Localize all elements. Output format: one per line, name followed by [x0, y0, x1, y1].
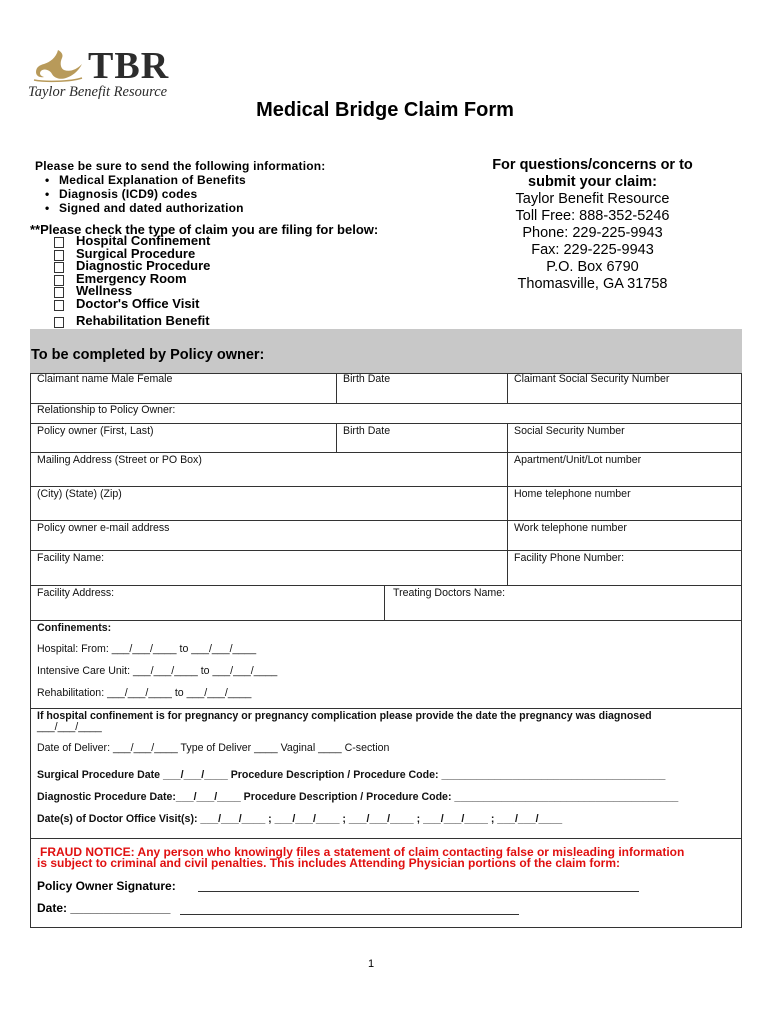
checkbox[interactable]: [54, 300, 64, 311]
icu-dates-field[interactable]: Intensive Care Unit: ___/___/____ to ___/___/____: [37, 665, 278, 677]
signature-label: Policy Owner Signature:: [37, 879, 176, 893]
diagnostic-procedure-field[interactable]: Diagnostic Procedure Date:___/___/____ Procedure Description / Procedure Code: ______________________________________: [37, 791, 679, 803]
pregnancy-date-field[interactable]: ___/___/____: [37, 721, 102, 733]
claim-type-hospital[interactable]: Hospital Confinement: [54, 235, 210, 248]
surgical-procedure-field[interactable]: Surgical Procedure Date ___/___/____ Procedure Description / Procedure Code: ______________________________________: [37, 769, 666, 781]
signature-line[interactable]: [198, 891, 639, 892]
checkbox[interactable]: [54, 287, 64, 298]
company-logo: [28, 44, 203, 104]
claim-type-heading: **Please check the type of claim you are filing for below:: [30, 222, 379, 237]
facility-name-field[interactable]: Facility Name:: [37, 552, 105, 564]
contact-block: [470, 157, 715, 293]
contact-company: Taylor Benefit Resource: [515, 191, 670, 207]
hospital-dates-field[interactable]: Hospital: From: ___/___/____ to ___/___/____: [37, 643, 257, 655]
claimant-ssn-field[interactable]: Claimant Social Security Number: [514, 373, 670, 385]
relationship-field[interactable]: Relationship to Policy Owner:: [37, 404, 176, 416]
page-number: 1: [368, 958, 375, 970]
contact-line2: submit your claim:: [528, 174, 657, 190]
policy-owner-field[interactable]: Policy owner (First, Last): [37, 425, 154, 437]
owner-birth-date-field[interactable]: Birth Date: [343, 425, 391, 437]
claimant-name-field[interactable]: Claimant name Male Female: [37, 373, 173, 385]
work-phone-field[interactable]: Work telephone number: [514, 522, 627, 534]
date-label[interactable]: Date: _______________: [37, 901, 171, 915]
apartment-field[interactable]: Apartment/Unit/Lot number: [514, 454, 642, 466]
rehab-dates-field[interactable]: Rehabilitation: ___/___/____ to ___/___/____: [37, 687, 252, 699]
checkbox[interactable]: [54, 317, 64, 328]
checkbox[interactable]: [54, 250, 64, 261]
confinements-heading: Confinements:: [37, 622, 112, 634]
doctor-visits-field[interactable]: Date(s) of Doctor Office Visit(s): ___/___/____ ; ___/___/____ ; ___/___/____ ; ___/___/____ ; ___/___/____: [37, 813, 563, 825]
ssn-field[interactable]: Social Security Number: [514, 425, 625, 437]
section-header: [30, 329, 742, 373]
contact-city: Thomasville, GA 31758: [517, 276, 668, 292]
delivery-field[interactable]: Date of Deliver: ___/___/____ Type of Deliver ____ Vaginal ____ C-section: [37, 742, 390, 754]
city-state-zip-field[interactable]: (City) (State) (Zip): [37, 488, 122, 500]
instruction-item: • Diagnosis (ICD9) codes: [35, 187, 246, 201]
fraud-notice-line2: is subject to criminal and civil penalties. This includes Attending Physician portions of the claim form:: [37, 856, 620, 870]
date-line[interactable]: [180, 914, 519, 915]
mailing-address-field[interactable]: Mailing Address (Street or PO Box): [37, 454, 202, 466]
instructions-list: [35, 173, 246, 215]
claim-type-list: [54, 235, 210, 327]
claim-type-rehab[interactable]: Rehabilitation Benefit: [54, 315, 210, 328]
claim-type-emergency[interactable]: Emergency Room: [54, 273, 210, 286]
birth-date-field[interactable]: Birth Date: [343, 373, 391, 385]
claim-type-diagnostic[interactable]: Diagnostic Procedure: [54, 260, 210, 273]
treating-doctors-field[interactable]: Treating Doctors Name:: [393, 587, 506, 599]
contact-toll-free: Toll Free: 888-352-5246: [515, 208, 670, 224]
email-field[interactable]: Policy owner e-mail address: [37, 522, 170, 534]
page-title: Medical Bridge Claim Form: [256, 99, 514, 121]
logo-subtitle: Taylor Benefit Resource: [28, 84, 168, 100]
facility-address-field[interactable]: Facility Address:: [37, 587, 115, 599]
checkbox[interactable]: [54, 237, 64, 248]
logo-emblem-icon: [30, 48, 86, 84]
home-phone-field[interactable]: Home telephone number: [514, 488, 631, 500]
logo-brand: TBR: [88, 45, 170, 87]
contact-line1: For questions/concerns or to: [492, 157, 693, 173]
fraud-notice-line1: FRAUD NOTICE: Any person who knowingly files a statement of claim contacting false or misleading information: [40, 845, 685, 859]
claim-type-surgical[interactable]: Surgical Procedure: [54, 248, 210, 261]
instructions-heading: Please be sure to send the following information:: [35, 159, 326, 173]
instruction-item: • Medical Explanation of Benefits: [35, 173, 246, 187]
instruction-item: • Signed and dated authorization: [35, 201, 246, 215]
pregnancy-note: If hospital confinement is for pregnancy or pregnancy complication please provide the date the pregnancy was diagnosed: [37, 710, 652, 722]
facility-phone-field[interactable]: Facility Phone Number:: [514, 552, 625, 564]
checkbox[interactable]: [54, 262, 64, 273]
contact-fax: Fax: 229-225-9943: [531, 242, 654, 258]
contact-po-box: P.O. Box 6790: [546, 259, 639, 275]
claim-type-doctor-visit[interactable]: Doctor's Office Visit: [54, 298, 210, 311]
claim-type-wellness[interactable]: Wellness: [54, 285, 210, 298]
contact-phone: Phone: 229-225-9943: [522, 225, 663, 241]
checkbox[interactable]: [54, 275, 64, 286]
section-title: To be completed by Policy owner:: [31, 347, 265, 363]
